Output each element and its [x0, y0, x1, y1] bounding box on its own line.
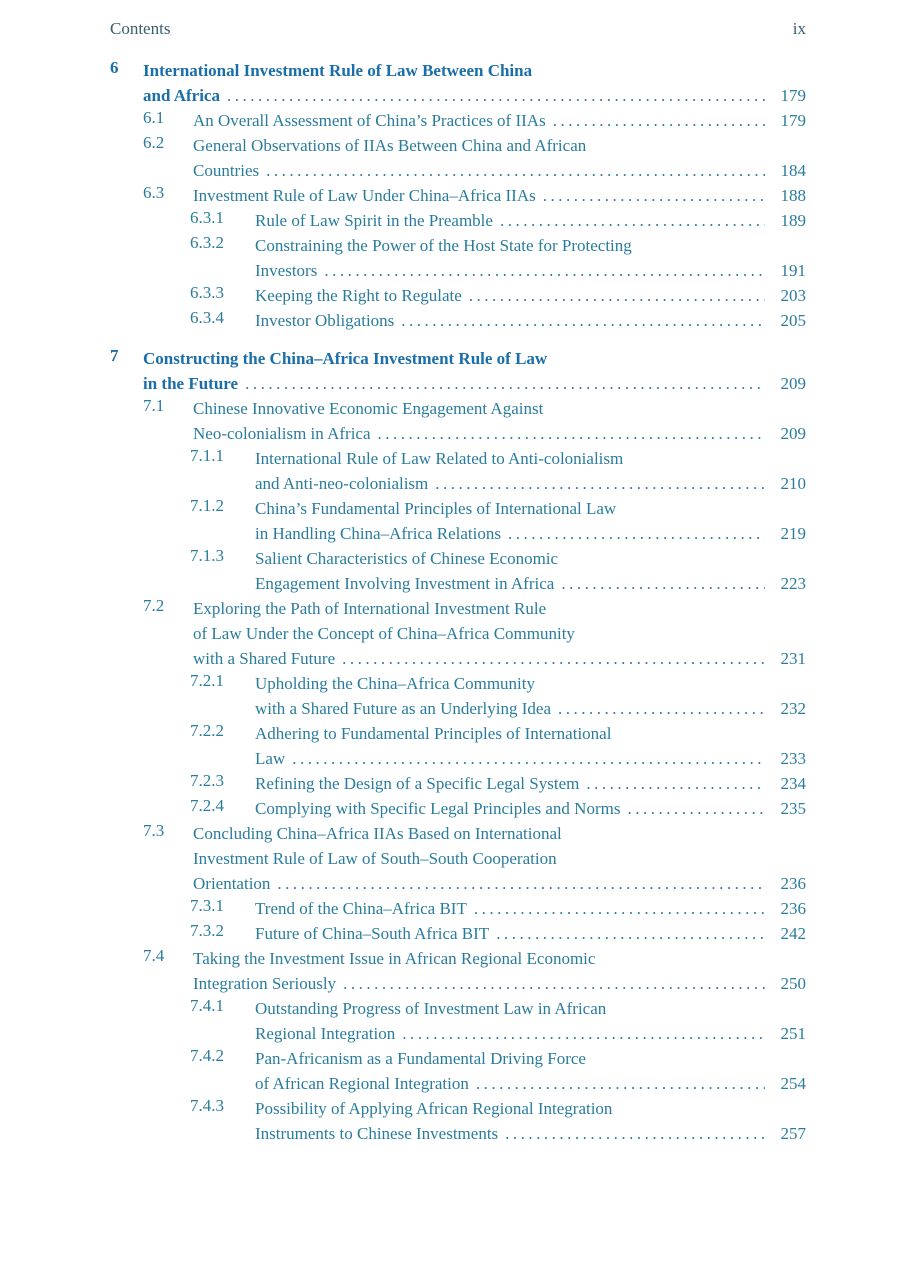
entry-page-number: 231 [780, 649, 806, 668]
entry-title: with a Shared Future as an Underlying Idea [255, 699, 551, 718]
entry-page-number: 233 [780, 749, 806, 768]
dot-leader [508, 521, 765, 546]
entry-number: 6.3.2 [190, 233, 224, 252]
toc-entry-6-1 [110, 108, 806, 133]
dot-leader [266, 158, 765, 183]
entry-page-number: 209 [780, 424, 806, 443]
toc-entry-7-4-1 [110, 996, 806, 1046]
toc-entry-7-2-3 [110, 771, 806, 796]
entry-title: Countries [193, 161, 260, 180]
entry-number: 7.1.3 [190, 546, 224, 565]
entry-page-number: 251 [780, 1024, 806, 1043]
entry-number: 7.4.3 [190, 1096, 224, 1115]
entry-page-number: 232 [780, 699, 806, 718]
toc-entry-6-2 [110, 133, 806, 183]
toc-entry-6-3-4 [110, 308, 806, 333]
entry-page-number: 179 [780, 86, 806, 105]
toc-entry-7-1 [110, 396, 806, 446]
entry-title: Trend of the China–Africa BIT [255, 899, 467, 918]
entry-number: 7.4.1 [190, 996, 224, 1015]
entry-number: 6.1 [143, 108, 165, 127]
entry-number: 7.2 [143, 596, 165, 615]
entry-title-line: General Observations of IIAs Between China and African [193, 136, 587, 155]
dot-leader [543, 183, 765, 208]
entry-page-number: 210 [780, 474, 806, 493]
running-header [110, 19, 806, 39]
entry-page-number: 179 [780, 111, 806, 130]
dot-leader [402, 1021, 765, 1046]
entry-title-line: Pan-Africanism as a Fundamental Driving Force [255, 1049, 586, 1068]
entry-title: in Handling China–Africa Relations [255, 524, 501, 543]
running-header-title: Contents [110, 19, 171, 38]
entry-page-number: 219 [780, 524, 806, 543]
dot-leader [496, 921, 765, 946]
dot-leader [292, 746, 765, 771]
toc-entry-7-4 [110, 946, 806, 996]
entry-title: Regional Integration [255, 1024, 396, 1043]
toc-list [110, 58, 806, 1146]
entry-number: 7 [110, 346, 119, 365]
entry-page-number: 235 [780, 799, 806, 818]
entry-number: 7.2.3 [190, 771, 224, 790]
entry-page-number: 250 [780, 974, 806, 993]
dot-leader [401, 308, 765, 333]
entry-title-line: Adhering to Fundamental Principles of International [255, 724, 612, 743]
toc-entry-7-1-3 [110, 546, 806, 596]
dot-leader [474, 896, 765, 921]
entry-number: 7.2.2 [190, 721, 224, 740]
toc-entry-7 [110, 346, 806, 396]
entry-title: Future of China–South Africa BIT [255, 924, 490, 943]
toc-entry-7-2 [110, 596, 806, 671]
toc-entry-7-4-2 [110, 1046, 806, 1096]
entry-title-line: Concluding China–Africa IIAs Based on International [193, 824, 562, 843]
dot-leader [476, 1071, 765, 1096]
dot-leader [586, 771, 765, 796]
toc-entry-7-3-2 [110, 921, 806, 946]
entry-title: of African Regional Integration [255, 1074, 469, 1093]
entry-title-line: Chinese Innovative Economic Engagement Against [193, 399, 544, 418]
entry-page-number: 236 [780, 899, 806, 918]
entry-title: Investor Obligations [255, 311, 395, 330]
entry-number: 7.1 [143, 396, 165, 415]
entry-number: 6.3.3 [190, 283, 224, 302]
entry-title: Refining the Design of a Specific Legal System [255, 774, 580, 793]
entry-page-number: 254 [780, 1074, 806, 1093]
entry-number: 6 [110, 58, 119, 77]
entry-page-number: 188 [780, 186, 806, 205]
page-number-roman: ix [792, 19, 806, 38]
entry-number: 6.3 [143, 183, 165, 202]
dot-leader [378, 421, 765, 446]
dot-leader [227, 83, 765, 108]
toc-entry-7-2-1 [110, 671, 806, 721]
dot-leader [277, 871, 765, 896]
entry-title-line: Possibility of Applying African Regional Integration [255, 1099, 613, 1118]
entry-number: 7.1.1 [190, 446, 224, 465]
entry-title-line: International Investment Rule of Law Between China [143, 61, 533, 80]
toc-entry-7-1-2 [110, 496, 806, 546]
entry-title: and Anti-neo-colonialism [255, 474, 429, 493]
toc-entry-6-3-2 [110, 233, 806, 283]
entry-number: 7.3 [143, 821, 165, 840]
dot-leader [469, 283, 765, 308]
entry-title: with a Shared Future [193, 649, 336, 668]
dot-leader [435, 471, 765, 496]
toc-entry-6 [110, 58, 806, 108]
entry-title: Investment Rule of Law Under China–Africa IIAs [193, 186, 536, 205]
entry-title: Keeping the Right to Regulate [255, 286, 462, 305]
entry-title: Orientation [193, 874, 271, 893]
dot-leader [245, 371, 765, 396]
dot-leader [342, 646, 765, 671]
toc-entry-7-2-4 [110, 796, 806, 821]
entry-title-line: Salient Characteristics of Chinese Economic [255, 549, 559, 568]
entry-number: 7.2.4 [190, 796, 224, 815]
toc-entry-6-3-1 [110, 208, 806, 233]
dot-leader [561, 571, 765, 596]
entry-number: 7.1.2 [190, 496, 224, 515]
toc-entry-6-3 [110, 183, 806, 208]
entry-page-number: 242 [780, 924, 806, 943]
entry-title-line: International Rule of Law Related to Anti-colonialism [255, 449, 624, 468]
entry-number: 7.2.1 [190, 671, 224, 690]
dot-leader [500, 208, 765, 233]
dot-leader [505, 1121, 765, 1146]
entry-number: 7.3.1 [190, 896, 224, 915]
entry-title-line: Constraining the Power of the Host State for Protecting [255, 236, 632, 255]
entry-title: Instruments to Chinese Investments [255, 1124, 499, 1143]
entry-page-number: 205 [780, 311, 806, 330]
dot-leader [558, 696, 765, 721]
toc-entry-7-3 [110, 821, 806, 896]
entry-title-line: Investment Rule of Law of South–South Cooperation [193, 849, 557, 868]
entry-title: An Overall Assessment of China’s Practices of IIAs [193, 111, 546, 130]
entry-page-number: 209 [780, 374, 806, 393]
entry-title: Engagement Involving Investment in Africa [255, 574, 555, 593]
entry-title-line: Exploring the Path of International Investment Rule [193, 599, 547, 618]
dot-leader [343, 971, 765, 996]
entry-page-number: 191 [780, 261, 806, 280]
entry-number: 7.4 [143, 946, 165, 965]
entry-title: Neo-colonialism in Africa [193, 424, 371, 443]
entry-number: 7.4.2 [190, 1046, 224, 1065]
entry-title-line: Constructing the China–Africa Investment Rule of Law [143, 349, 548, 368]
entry-page-number: 234 [780, 774, 806, 793]
entry-number: 6.3.4 [190, 308, 224, 327]
entry-title: Integration Seriously [193, 974, 337, 993]
entry-title-line: China’s Fundamental Principles of International Law [255, 499, 617, 518]
entry-title: Complying with Specific Legal Principles and Norms [255, 799, 621, 818]
toc-entry-7-3-1 [110, 896, 806, 921]
entry-title-line: of Law Under the Concept of China–Africa Community [193, 624, 575, 643]
entry-number: 6.3.1 [190, 208, 224, 227]
dot-leader [627, 796, 765, 821]
entry-title: Investors [255, 261, 318, 280]
toc-entry-7-1-1 [110, 446, 806, 496]
entry-page-number: 184 [780, 161, 806, 180]
entry-number: 6.2 [143, 133, 165, 152]
entry-title-line: Outstanding Progress of Investment Law in African [255, 999, 607, 1018]
entry-page-number: 236 [780, 874, 806, 893]
entry-title: Law [255, 749, 286, 768]
entry-page-number: 223 [780, 574, 806, 593]
entry-page-number: 189 [780, 211, 806, 230]
toc-entry-7-4-3 [110, 1096, 806, 1146]
entry-title: Rule of Law Spirit in the Preamble [255, 211, 493, 230]
entry-page-number: 257 [780, 1124, 806, 1143]
dot-leader [324, 258, 765, 283]
toc-entry-6-3-3 [110, 283, 806, 308]
dot-leader [553, 108, 765, 133]
entry-number: 7.3.2 [190, 921, 224, 940]
entry-title: in the Future [143, 374, 239, 393]
entry-title-line: Taking the Investment Issue in African Regional Economic [193, 949, 596, 968]
toc-entry-7-2-2 [110, 721, 806, 771]
entry-title: and Africa [143, 86, 220, 105]
entry-title-line: Upholding the China–Africa Community [255, 674, 535, 693]
entry-page-number: 203 [780, 286, 806, 305]
